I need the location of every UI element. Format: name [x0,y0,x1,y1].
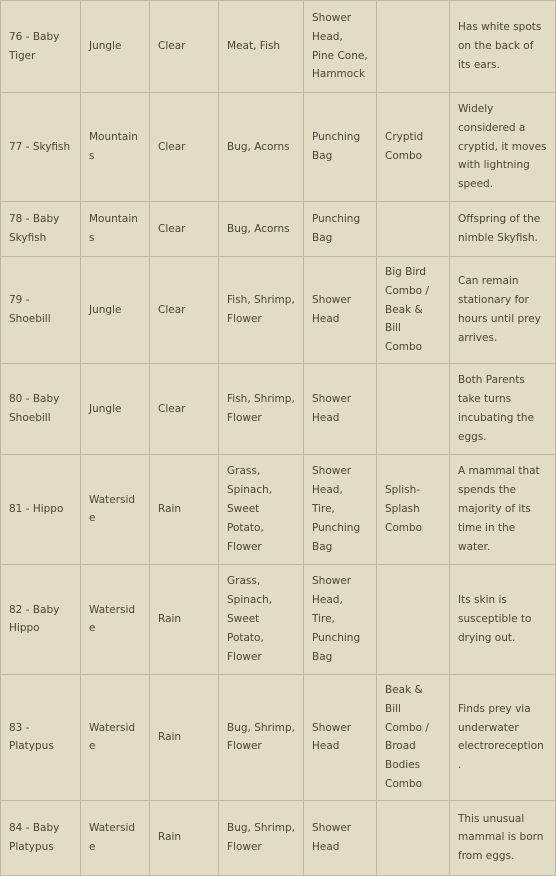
weather-cell: Rain [150,454,219,564]
animal-name-cell: 80 - Baby Shoebill [1,363,81,454]
animal-name-cell: 78 - Baby Skyfish [1,202,81,257]
habitat-cell: Mountains [81,202,150,257]
habitat-cell: Waterside [81,674,150,800]
habitat-cell: Waterside [81,454,150,564]
description-cell: Both Parents take turns incubating the eggs. [450,363,556,454]
toy-cell: Shower Head [304,674,377,800]
table-row [1,257,556,364]
description-cell: This unusual mammal is born from eggs. [450,800,556,875]
table-row [1,202,556,257]
weather-cell: Clear [150,363,219,454]
animal-name-cell: 83 - Platypus [1,674,81,800]
toy-cell: Shower Head, Tire, Punching Bag [304,454,377,564]
animal-name-cell: 76 - Baby Tiger [1,1,81,93]
table-row [1,1,556,93]
combo-cell: Cryptid Combo [377,93,450,202]
description-cell: Can remain stationary for hours until prey arrives. [450,257,556,364]
animal-name-cell: 84 - Baby Platypus [1,800,81,875]
food-cell: Bug, Acorns [219,93,304,202]
toy-cell: Shower Head [304,800,377,875]
weather-cell: Clear [150,257,219,364]
weather-cell: Rain [150,674,219,800]
combo-cell [377,202,450,257]
weather-cell: Rain [150,564,219,674]
weather-cell: Clear [150,1,219,93]
habitat-cell: Mountains [81,93,150,202]
food-cell: Grass, Spinach, Sweet Potato, Flower [219,454,304,564]
animal-name-cell: 82 - Baby Hippo [1,564,81,674]
combo-cell [377,800,450,875]
toy-cell: Shower Head [304,363,377,454]
food-cell: Bug, Shrimp, Flower [219,800,304,875]
table-row [1,454,556,564]
food-cell: Bug, Acorns [219,202,304,257]
animal-name-cell: 77 - Skyfish [1,93,81,202]
table-row [1,674,556,800]
habitat-cell: Waterside [81,564,150,674]
combo-cell: Splish-Splash Combo [377,454,450,564]
table-row [1,93,556,202]
description-cell: Widely considered a cryptid, it moves with lightning speed. [450,93,556,202]
food-cell: Fish, Shrimp, Flower [219,363,304,454]
food-cell: Meat, Fish [219,1,304,93]
table-row [1,800,556,875]
toy-cell: Shower Head, Pine Cone, Hammock [304,1,377,93]
animal-name-cell: 79 - Shoebill [1,257,81,364]
food-cell: Grass, Spinach, Sweet Potato, Flower [219,564,304,674]
weather-cell: Rain [150,800,219,875]
description-cell: Has white spots on the back of its ears. [450,1,556,93]
combo-cell: Big Bird Combo / Beak & Bill Combo [377,257,450,364]
description-cell: Offspring of the nimble Skyfish. [450,202,556,257]
description-cell: A mammal that spends the majority of its time in the water. [450,454,556,564]
description-cell: Its skin is susceptible to drying out. [450,564,556,674]
description-cell: Finds prey via underwater electroreception. [450,674,556,800]
combo-cell [377,564,450,674]
habitat-cell: Jungle [81,363,150,454]
weather-cell: Clear [150,93,219,202]
combo-cell [377,363,450,454]
food-cell: Fish, Shrimp, Flower [219,257,304,364]
habitat-cell: Jungle [81,257,150,364]
toy-cell: Punching Bag [304,202,377,257]
table-row [1,564,556,674]
toy-cell: Shower Head, Tire, Punching Bag [304,564,377,674]
toy-cell: Shower Head [304,257,377,364]
weather-cell: Clear [150,202,219,257]
animal-name-cell: 81 - Hippo [1,454,81,564]
food-cell: Bug, Shrimp, Flower [219,674,304,800]
toy-cell: Punching Bag [304,93,377,202]
combo-cell: Beak & Bill Combo / Broad Bodies Combo [377,674,450,800]
table-row [1,363,556,454]
combo-cell [377,1,450,93]
habitat-cell: Waterside [81,800,150,875]
habitat-cell: Jungle [81,1,150,93]
